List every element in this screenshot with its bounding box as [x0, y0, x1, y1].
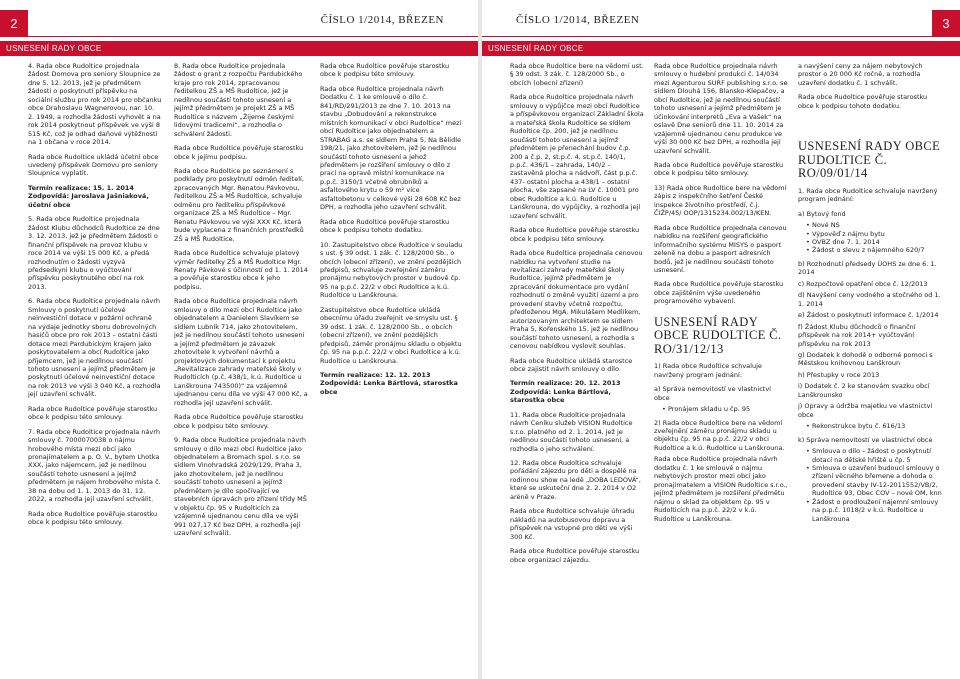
paragraph: 6. Rada obce Rudoltice projednala návrh Smlouvy o poskytnutí účelové neinvestiční dotace v požární ochraně na výdaje jednotky sboru dobrovolných hasičů obce pro rok 2013 – ostatní části dotace mezi Pardubickým krajem jako poskytovatelem a obcí Rudoltice jako příjemcem, jež je nedílnou součástí tohoto usnesení a jejímž předmětem je poskytnutí účelové neinvestiční dotace na rok 2013 ve výši 3 040 Kč, a rozhodla její uzavření schválit.: [28, 297, 161, 399]
issue-label: ČÍSLO 1/2014, BŘEZEN: [516, 14, 640, 26]
paragraph: Rada obce Rudoltice pověřuje starostku obce k podpisu této smlouvy.: [174, 413, 304, 430]
paragraph: 5. Rada obce Rudoltice projednala žádost Klubu důchodců Rudoltice ze dne 3. 12. 2013, jež je předmětem žádosti o finanční příspěvek na provoz klubu v roce 2014 ve výši 15 000 Kč, a předá rozhodnutím o žádosti vyzývá předsedkyni klubu o vyúčtování příspěvku poskytnutého obcí na rok 2013.: [28, 215, 160, 291]
paragraph: 9. Rada obce Rudoltice projednala návrh smlouvy o dílo mezi obcí Rudoltice jako objednatelem a Bromach spol. s r.o. se sídlem Vinohradská 2029/129, Praha 3, jako zhotovitelem, jež je nedílnou součástí tohoto usnesení a jejímž předmětem je dílo spočívající ve stavebních úpravách pro zřízení třídy MŠ v objektu čp. 95 v Rudolticích za vzájemně ujednanou cenu díla ve výši 991 027,17 Kč bez DPH, a rozhodla její uzavření schválit.: [174, 436, 307, 538]
bullet-item: • Smlouva o uzavření budoucí smlouvy o zřízení věcného břemene a dohoda o provedení stavby IV-12-2011552/VB/2, Rudoltice 93, Obec COV – nové OM, knn: [806, 464, 942, 498]
agenda-item: i) Dodatek č. 2 ke stanovám svazku obcí Lanškrounsko: [798, 382, 930, 399]
paragraph: 12. Rada obce Rudoltice schvaluje pořádání zájezdu pro děti a dospělé na rodinnou show na ledě „DOBA LEDOVÁ“, které se uskuteční dne 2. 2. 2014 v O2 aréně v Praze.: [510, 459, 641, 501]
issue-label: ČÍSLO 1/2014, BŘEZEN: [320, 14, 444, 26]
paragraph: 1) Rada obce Rudoltice schvaluje navržený program jednání:: [654, 362, 762, 379]
paragraph: Termín realizace: 12. 12. 2013 Zodpovídá: Lenka Bártlová, starostka obce: [320, 370, 458, 396]
paragraph: 7. Rada obce Rudoltice projednala návrh smlouvy č. 7000070038 o nájmu hrobového místa mezi obcí jako pronajímatelem a p. O. V., bytem Lhotka XXX, jako nájemcem, jež je nedílnou součástí tohoto usnesení a jejímž předmětem je nájem hrobového místa č. 38 na dobu od 1. 1. 2013 do 31. 12. 2022, a rozhodla její uzavření schválit.: [28, 427, 161, 504]
paragraph: Rada obce Rudoltice pověřuje starostku obce k podpisu tohoto dodatku.: [798, 93, 928, 110]
paragraph: Rada obce Rudoltice projednala návrh smlouvy o výpůjčce mezi obcí Rudoltice a příspěvkovou organizací Základní škola a mateřská škola Rudoltice se sídlem Rudoltice čp. 200, jež je nedílnou součástí tohoto usnesení a jejímž předmětem je přenechání budov č.p. 200 a č.p. 2, st.p.č. 4, st.p.č. 140/1, p.p.č. 436/1 – zahrada, 140/2 – zastavěná plocha a nádvoří, část p.p.č. 437- ostatní plocha a 438/1 – ostatní plocha, vše zapsané na LV č. 10001 pro obec Rudoltice a k.ú. Rudoltice u Lanškrouna, do výpůjčky, a rozhodla její uzavření schválit.: [510, 93, 644, 220]
paragraph: Rada obce Rudoltice projednala návrh Dodatku č. 1 ke smlouvě o dílo č. 841/RD/291/2013 ze dne 7. 10. 2013 na stavbu „Dobudování a rekonstrukce místních komunikací v obci Rudoltice“ mezi obcí Rudoltice jako objednatelem a STRABAG a.s. se sídlem Praha 5, Na Bělidle 198/21, jako zhotovitelem, jež je nedílnou součástí tohoto usnesení a jehož předmětem je rozšíření smlouvy o dílo z prací na opravě místní komunikace na p.p.č. 3150/1 včetně obrubníků a asfaltového krytu o 59 m² více asfaltobetonu v celkové výši 28 608 Kč bez DPH, a rozhodla jeho uzavření schválit.: [320, 84, 462, 212]
paragraph: Rada obce Rudoltice pověřuje starostku obce k podpisu této smlouvy.: [28, 404, 158, 422]
agenda-item: 2) Rada obce Rudoltice bere na vědomí zveřejnění záměru pronájmu skladu u objektu čp. 95 na p.p.č. 22/2 v obci Rudoltice a k.ú. Rudoltice u Lanškrouna.: [654, 418, 785, 452]
bullet-item: • OVBZ dne 7. 1. 2014: [806, 238, 942, 246]
agenda-item: k) Správa nemovitostí ve vlastnictví obce: [798, 435, 933, 444]
agenda-item: d) Navýšení ceny vodného a stočného od 1. 1. 2014: [798, 291, 941, 308]
paragraph: Rada obce Rudoltice projednala návrh smlouvy o dílo mezi obcí Rudoltice jako objednatelem a Danielem Slavíkem se sídlem Lubník 714, jako zhotovitelem, jež je nedílnou součástí tohoto usnesení a jejímž předmětem je závazek zhotovitele k vytvoření návrhů a projektových dokumentací k projektu „Revitalizace zahrady mateřské školy v Rudolticích (p.č. 438/1, k.ú. Rudoltice u Lanškrouna 743500)“ za vzájemně ujednanou cenu díla ve výši 47 000 Kč, a rozhodla její uzavření schválit.: [174, 297, 308, 407]
paragraph: Rada obce Rudoltice projednala návrh smlouvy o hudební produkci č. 14/034 mezi Agenturou SURF publishing s.r.o. se sídlem Dlouhá 156, Blansko-Klepačov, a obcí Rudoltice, jež je nedílnou součástí tohoto usnesení a jejímž předmětem je účinkování interpretů „Eva a Vašek“ na oslavě Dne seniorů dne 11. 10. 2014 za vzájemně ujednanou cenu produkce ve výši 30 000 Kč bez DPH, a rozhodla její uzavření schválit.: [654, 62, 788, 155]
bullet-item: • Žádost o prodloužení nájemní smlouvy na p.p.č. 1018/2 v k.ú. Rudoltice u Lanškrouna: [806, 498, 942, 523]
bullet-list: [798, 447, 942, 523]
bullet-item: • Rekonstrukce bytu č. 616/13: [806, 422, 942, 430]
bullet-item: • Žádost o slevu z nájemného 620/7: [806, 246, 942, 254]
section-banner: USNESENÍ RADY OBCE: [0, 41, 478, 56]
paragraph: Rada obce Rudoltice pověřuje starostku obce k podpisu této smlouvy.: [510, 226, 640, 243]
column-4: [510, 62, 644, 672]
paragraph: Rada obce Rudoltice schvaluje platový výměr ředitelky ZŠ a MŠ Rudoltice Mgr. Renaty Pávkové s účinností od 1. 1. 2014 a pověřuje starostku obce k jeho podpisu.: [174, 249, 308, 291]
paragraph: 11. Rada obce Rudoltice projednala návrh Ceníku služeb VISION Rudoltice s.r.o. platného od 2. 1. 2014, jež je nedílnou součástí tohoto usnesení, a rozhodla o jeho schválení.: [510, 410, 633, 453]
paragraph: Rada obce Rudoltice pověřuje starostku obce k podpisu této smlouvy.: [320, 62, 450, 79]
section-heading: USNESENÍ RADY OBCE RUDOLTICE Č. RO/09/01/14: [798, 139, 941, 181]
agenda-item: f) Žádost Klubu důchodců o finanční příspěvek na rok 2014+ vyúčtování příspěvku na rok 2013: [798, 322, 916, 348]
paragraph: Termín realizace: 20. 12. 2013 Zodpovídá: Lenka Bártlová, starostka obce: [510, 379, 621, 405]
agenda-item: e) Žádost o poskytnutí informace č. 1/2014: [798, 311, 939, 320]
section-heading: USNESENÍ RADY OBCE RUDOLTICE Č. RO/31/12/13: [654, 314, 782, 356]
agenda-list: [798, 210, 942, 524]
column-2: [174, 62, 308, 672]
column-1: [28, 62, 162, 672]
paragraph: 8. Rada obce Rudoltice projednala žádost o grant z rozpočtu Pardubického kraje pro rok 2014, zpracovanou ředitelkou ZŠ a MŠ Rudoltice, jež je nedílnou součástí tohoto usnesení a jejímž předmětem je projekt ZŠ a MŠ Rudoltice s názvem „Žijeme českými lidovými tradicemi“, a rozhodla o schválení žádosti.: [174, 62, 303, 138]
bullet-item: • Smlouva o dílo – žádost o poskytnutí dotací na dětské hřiště u čp. 5: [806, 447, 942, 464]
left-page: [0, 0, 478, 679]
paragraph: 4. Rada obce Rudoltice projednala žádost Domova pro seniory Sloupnice ze dne 5. 12. 2013, jež je předmětem žádosti o poskytnutí příspěvku na sociální službu pro rok 2014 pro občanku obce Drahoslavu Wagnerovou, nar. 10. 2. 1949, a rozhodla žádosti vyhovět a na rok 2014 poskytnout příspěvek ve výši 8 515 Kč, což je odhad daňové výtěžnosti na 1 občana v roce 2014.: [28, 62, 162, 147]
paragraph: Rada obce Rudoltice bere na vědomí ust. § 39 odst. 3 zák. č. 128/2000 Sb., o obcích (obecní zřízení): [510, 62, 644, 87]
paragraph: Rada obce Rudoltice po seznámení s podklady pro poskytnutí odměn ředitelí, zpracovaných Mgr. Renatou Pávkovou, ředitelkou ZŠ a MŠ Rudoltice, schvaluje odměnu pro ředitelku příspěvkové organizace ZŠ a MŠ Rudoltice – Mgr. Renatu Pávkovou ve výši XXX Kč, která bude vyplacena z finančních prostředků ZŠ a MŠ Rudoltice.: [174, 166, 304, 243]
column-3: [320, 62, 464, 672]
agenda-item: g) Dodatek k dohodě o odborné pomoci s Městskou knihovnou Lanškroun: [798, 351, 933, 368]
agenda-item: h) Přestupky v roce 2013: [798, 370, 880, 379]
paragraph: Rada obce Rudoltice pověřuje starostku obce k jejímu podpisu.: [174, 144, 304, 161]
paragraph: Rada obce Rudoltice pověřuje starostku obce k podpisu této smlouvy.: [654, 160, 784, 178]
agenda-item: a) Správa nemovitostí ve vlastnictví obce: [654, 385, 771, 402]
header-rule: [0, 36, 478, 37]
column-5: [654, 62, 788, 672]
paragraph: Rada obce Rudoltice schvaluje úhradu nákladů na autobusovou dopravu a příspěvek na vstupné pro děti ve výši 300 Kč.: [510, 507, 635, 541]
paragraph: Rada obce Rudoltice pověřuje starostku obce zajištěním výše uvedeného programového vybavení.: [654, 280, 784, 306]
paragraph: 1. Rada obce Rudoltice schvaluje navržený program jednání:: [798, 186, 938, 204]
bullet-list: [798, 221, 942, 255]
agenda-item: c) Rozpočtové opatření obce č. 12/2013: [798, 279, 928, 288]
page-number: 2: [0, 10, 28, 36]
paragraph: Rada obce Rudoltice ukládá účetní obce uvedený příspěvek Domovu pro seniory Sloupnice vyplatit.: [28, 152, 159, 178]
paragraph: Rada obce Rudoltice pověřuje starostku obce organizací zájezdu.: [510, 547, 640, 564]
paragraph: Rada obce Rudoltice projednala cenovou nabídku na vytvoření studie na revitalizaci zahrady mateřské školy Rudoltice, jejímž předmětem je zpracování dokumentace pro vydání rozhodnutí o změně využití území a pro provedení stavby včetně rozpočtu, předloženou MgA. Mikulášem Medlíkem, autorizovaným architektem se sídlem Praha 5, Kořenského 15, jež je nedílnou součástí tohoto usnesení, a rozhodla s cenovou nabídkou vyslovit souhlas.: [510, 249, 643, 351]
bullet-item: • Výpověď z nájmu bytu: [806, 230, 942, 238]
right-page: [482, 0, 960, 679]
agenda-item: b) Rozhodnutí předsedy ÚOHS ze dne 6. 1. 2014: [798, 259, 937, 277]
paragraph: 10. Zastupitelstvo obce Rudoltice v souladu s ust. § 39 odst. 1 zák. č. 128/2000 Sb., o obcích (obecní zřízení), ve znění pozdějších předpisů, schvaluje zveřejnění záměru pronájmu nebytových prostor v budově čp. 95 na p.p.č. 22/2 v obci Rudoltice a k.ú. Rudoltice u Lanškrouna.: [320, 240, 463, 300]
paragraph: a navýšení ceny za nájem nebytových prostor o 20 000 Kč ročně, a rozhodla uzavření dodatku č. 1 schválit.: [798, 62, 923, 87]
agenda-item: Rada obce Rudoltice projednala návrh dodatku č. 1 ke smlouvě o nájmu nebytových prostor mezi obcí jako pronajímatelem a VISION Rudoltice s.r.o., jejímž předmětem je rozšíření předmětu nájmu o sklad za objektem čp. 95 v Rudolticích na p.p.č. 22/2 v k.ú. Rudoltice u Lanškrouna.: [654, 455, 788, 523]
header-rule: [482, 36, 960, 37]
agenda-item: a) Bytový fond: [798, 209, 846, 218]
paragraph: 13) Rada obce Rudoltice bere na vědomí zápis z inspekčního šetření České inspekce životního prostředí, č.j. ČIŽP/45/ OOP/1315234.002/13/KEN.: [654, 183, 787, 218]
bullet-item: • Pronájem skladu u čp. 95: [662, 405, 788, 413]
section-banner: USNESENÍ RADY OBCE: [482, 41, 960, 56]
column-6: [798, 62, 942, 672]
bullet-list: [654, 405, 788, 413]
paragraph: Zastupitelstvo obce Rudoltice ukládá obecnímu úřadu zveřejnit ve smyslu ust. § 39 odst. 1 zák. č. 128/2000 Sb., o obcích (obecní zřízení), ve znění pozdějších předpisů, záměr pronájmu skladu o objektu čp. 95 na p.p.č. 22/2 v obci Rudoltice a k.ú. Rudoltice u Lanškrouna.: [320, 305, 462, 365]
paragraph: Termín realizace: 15. 1. 2014 Zodpovídá: Jaroslava Jašniaková, účetní obce: [28, 183, 149, 209]
page-number: 3: [932, 10, 960, 36]
bullet-item: • Nové NS: [806, 221, 942, 229]
bullet-list: [798, 422, 942, 430]
paragraph: Rada obce Rudoltice projednala cenovou nabídku na rozšíření geografického informačního systému MISYS o pasport zeleně na dobu a pasport adresních bodů, jež je nedílnou součástí tohoto usnesení.: [654, 223, 787, 274]
paragraph: Rada obce Rudoltice pověřuje starostku obce k podpisu této smlouvy.: [28, 509, 158, 527]
paragraph: Rada obce Rudoltice ukládá starostce obce zajistit návrh smlouvy o dílo.: [510, 356, 633, 373]
agenda-item: j) Opravy a údržba majetku ve vlastnictví obce: [798, 402, 933, 419]
paragraph: Rada obce Rudoltice pověřuje starostku obce k podpisu tohoto dodatku.: [320, 217, 450, 235]
agenda-list: [654, 385, 788, 523]
